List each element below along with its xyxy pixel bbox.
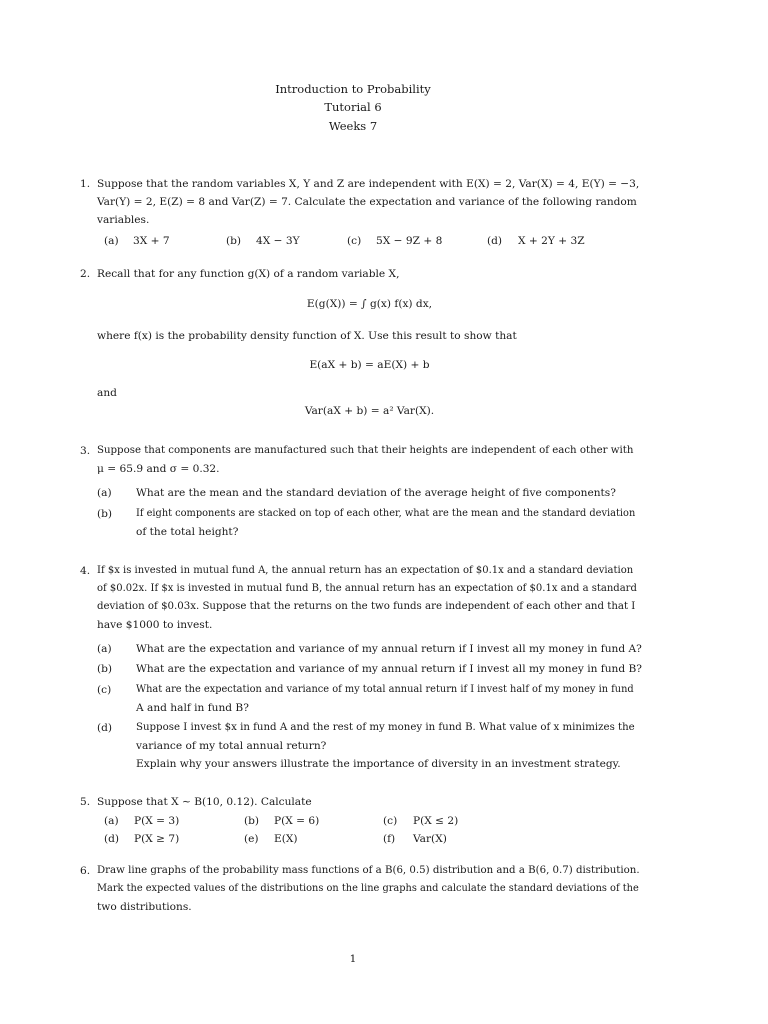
question-3-line: Suppose that components are manufactured such that their heights are independent of each other with	[97, 445, 634, 456]
question-1-part-a-label: (a)	[104, 235, 119, 247]
tutorial-title: Tutorial 6	[324, 100, 382, 114]
question-5-number: 5.	[80, 796, 91, 808]
question-1-part-b-label: (b)	[226, 235, 242, 247]
question-1-text	[97, 175, 642, 229]
question-5-part-f-text: Var(X)	[413, 833, 447, 845]
question-2-intro: Recall that for any function g(X) of a random variable X,	[97, 268, 400, 280]
question-5-part-b-text: P(X = 6)	[274, 815, 320, 827]
question-4-part-c-label: (c)	[97, 684, 112, 696]
question-2-equation-1: E(g(X)) = ∫ g(x) f(x) dx,	[306, 298, 433, 310]
question-1-line: Var(Y) = 2, E(Z) = 8 and Var(Z) = 7. Calculate the expectation and variance of the following random	[97, 196, 637, 208]
question-4-part-c-line: What are the expectation and variance of my total annual return if I invest half of my money in fund	[136, 684, 634, 695]
question-4-part-c-text	[136, 681, 642, 717]
question-4-part-a-label: (a)	[97, 643, 112, 655]
question-4-part-b-label: (b)	[97, 663, 113, 675]
question-1-line: variables.	[97, 214, 150, 226]
question-2-number: 2.	[80, 268, 91, 280]
question-1-part-d-label: (d)	[487, 235, 503, 247]
question-4-part-d-line: Explain why your answers illustrate the importance of diversity in an investment strategy.	[136, 758, 621, 770]
question-4-part-d-line: Suppose I invest $x in fund A and the rest of my money in fund B. What value of x minimizes the	[136, 722, 635, 733]
question-3-line: μ = 65.9 and σ = 0.32.	[97, 463, 220, 475]
question-2-where: where f(x) is the probability density function of X. Use this result to show that	[97, 330, 517, 342]
question-4-part-b-line: What are the expectation and variance of my annual return if I invest all my money in fund B?	[136, 663, 642, 675]
question-2-equation-3: Var(aX + b) = a² Var(X).	[304, 405, 435, 417]
question-3-part-b-text	[136, 505, 642, 541]
question-6-line: two distributions.	[97, 901, 192, 913]
question-1-part-b-text: 4X − 3Y	[256, 235, 300, 247]
question-4-line: have $1000 to invest.	[97, 619, 213, 631]
question-1-number: 1.	[80, 178, 91, 190]
question-4-part-b-text	[136, 660, 642, 678]
question-5-part-a-label: (a)	[104, 815, 119, 827]
question-3-part-b-line: of the total height?	[136, 526, 239, 538]
question-4-number: 4.	[80, 565, 91, 577]
question-6-line: Mark the expected values of the distributions on the line graphs and calculate the standard deviations of the	[97, 883, 639, 894]
question-3-part-a-line: What are the mean and the standard deviation of the average height of five components?	[136, 487, 616, 499]
question-2-and: and	[97, 387, 117, 399]
question-5-part-b-label: (b)	[244, 815, 260, 827]
question-3-part-a-text	[136, 484, 642, 502]
question-4-line: deviation of $0.03x. Suppose that the returns on the two funds are independent of each other and that I	[97, 601, 636, 612]
question-6-text	[97, 862, 642, 916]
question-4-part-d-text	[136, 719, 642, 773]
question-6-line: Draw line graphs of the probability mass functions of a B(6, 0.5) distribution and a B(6, 0.7) distribution.	[97, 865, 640, 876]
question-5-intro: Suppose that X ∼ B(10, 0.12). Calculate	[97, 796, 312, 808]
question-6-number: 6.	[80, 865, 91, 877]
weeks-title: Weeks 7	[328, 119, 378, 133]
question-5-part-c-text: P(X ≤ 2)	[413, 815, 459, 827]
question-4-line: of $0.02x. If $x is invested in mutual fund B, the annual return has an expectation of $0.1x and a standard	[97, 583, 637, 594]
question-4-line: If $x is invested in mutual fund A, the annual return has an expectation of $0.1x and a standard deviation	[97, 565, 634, 576]
question-5-part-c-label: (c)	[383, 815, 398, 827]
question-4-part-a-line: What are the expectation and variance of my annual return if I invest all my money in fund A?	[136, 643, 642, 655]
question-2-equation-2: E(aX + b) = aE(X) + b	[309, 359, 430, 371]
course-title: Introduction to Probability	[275, 82, 431, 96]
question-1-part-c-label: (c)	[347, 235, 362, 247]
question-3-part-a-label: (a)	[97, 487, 112, 499]
question-5-part-d-label: (d)	[104, 833, 120, 845]
question-4-part-d-line: variance of my total annual return?	[136, 740, 327, 752]
question-4-part-d-label: (d)	[97, 722, 113, 734]
question-5-part-a-text: P(X = 3)	[134, 815, 180, 827]
page-number: 1	[349, 953, 357, 965]
question-3-number: 3.	[80, 445, 91, 457]
question-4-text	[97, 562, 642, 634]
question-1-part-a-text: 3X + 7	[133, 235, 170, 247]
question-4-part-c-line: A and half in fund B?	[136, 702, 249, 714]
question-1-line: Suppose that the random variables X, Y and Z are independent with E(X) = 2, Var(X) = 4, E(Y) = −3,	[97, 178, 640, 190]
question-3-part-b-label: (b)	[97, 508, 113, 520]
question-5-part-e-label: (e)	[244, 833, 259, 845]
question-4-part-a-text	[136, 640, 642, 658]
question-3-text	[97, 442, 642, 478]
question-5-part-d-text: P(X ≥ 7)	[134, 833, 180, 845]
question-1-part-d-text: X + 2Y + 3Z	[518, 235, 585, 247]
question-3-part-b-line: If eight components are stacked on top of each other, what are the mean and the standard deviation	[136, 508, 636, 519]
question-5-part-e-text: E(X)	[274, 833, 298, 845]
question-1-part-c-text: 5X − 9Z + 8	[376, 235, 443, 247]
question-5-part-f-label: (f)	[383, 833, 396, 845]
